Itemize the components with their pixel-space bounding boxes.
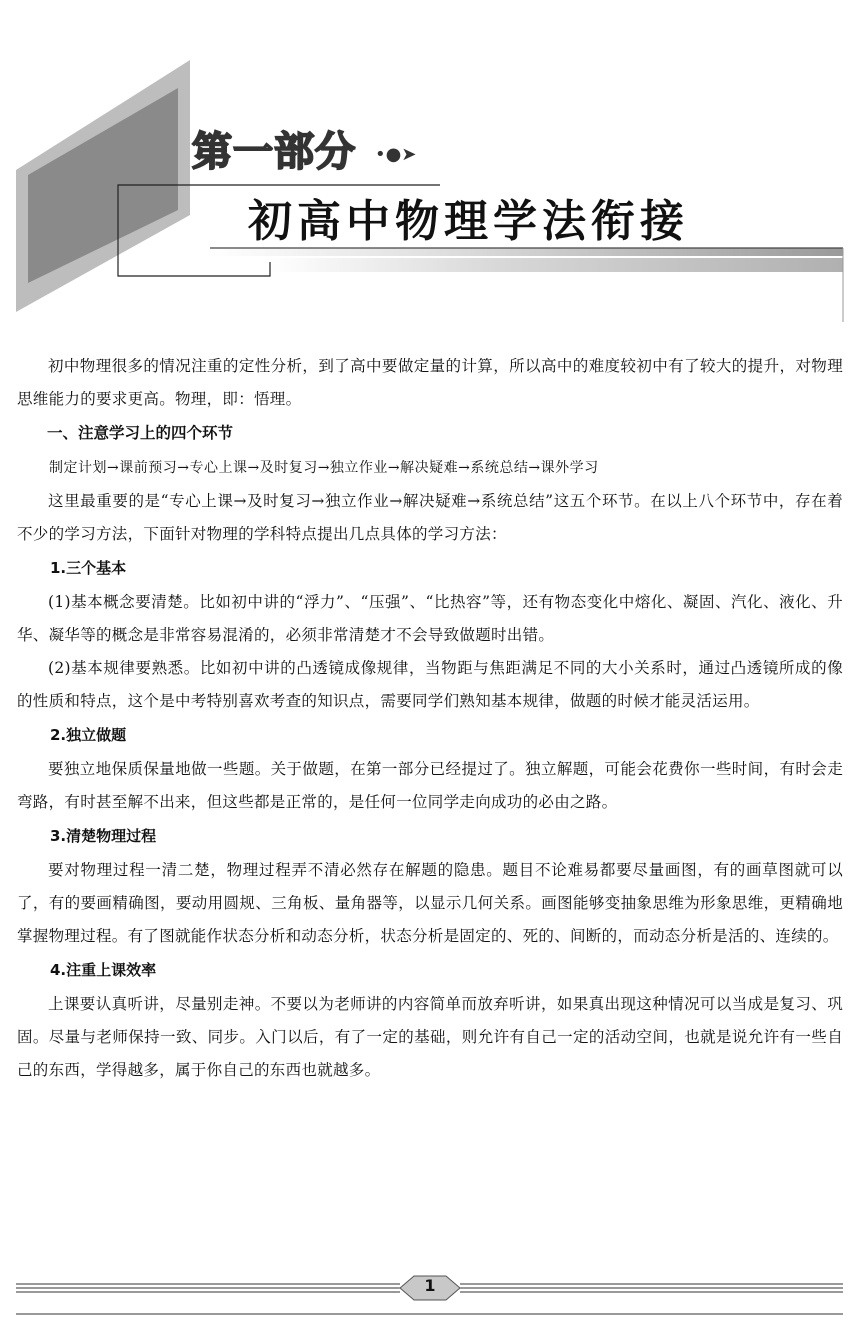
section-heading: 一、注意学习上的四个环节 xyxy=(47,424,234,442)
subsection-heading-2: 2.独立做题 xyxy=(50,726,127,744)
subsection-heading-3: 3.清楚物理过程 xyxy=(50,827,157,845)
key-steps-paragraph: 这里最重要的是“专心上课→及时复习→独立作业→解决疑难→系统总结”这五个环节。在以上八个环节中，存在着不少的学习方法，下面针对物理的学科特点提出几点具体的学习方法： xyxy=(17,492,843,543)
laws-paragraph: (2)基本规律要熟悉。比如初中讲的凸透镜成像规律，当物距与焦距满足不同的大小关系时，通过凸透镜所成的像的性质和特点，这个是中考特别喜欢考查的知识点，需要同学们熟知基本规律，做题的时候才能灵活运用。 xyxy=(17,659,843,710)
subsection-heading-4: 4.注重上课效率 xyxy=(50,961,157,979)
part-arrow-icon: •●➤ xyxy=(375,144,417,165)
page-number: 1 xyxy=(424,1276,436,1295)
chapter-banner xyxy=(0,0,860,330)
study-flow-line: 制定计划→课前预习→专心上课→及时复习→独立作业→解决疑难→系统总结→课外学习 xyxy=(49,460,599,476)
page-content xyxy=(17,350,843,1087)
banner-graphics xyxy=(0,0,860,330)
part-label: 第一部分 xyxy=(192,129,356,175)
physics-process-paragraph: 要对物理过程一清二楚，物理过程弄不清必然存在解题的隐患。题目不论难易都要尽量画图，有的画草图就可以了，有的要画精确图，要动用圆规、三角板、量角器等，以显示几何关系。画图能够变抽象思维为形象思维，更精确地掌握物理过程。有了图就能作状态分析和动态分析，状态分析是固定的、死的、间断的，而动态分析是活的、连续的。 xyxy=(17,861,843,945)
banner-band-bottom xyxy=(270,258,843,272)
intro-paragraph: 初中物理很多的情况注重的定性分析，到了高中要做定量的计算，所以高中的难度较初中有了较大的提升，对物理思维能力的要求更高。物理，即：悟理。 xyxy=(17,357,843,408)
chapter-title: 初高中物理学法衔接 xyxy=(248,196,689,247)
subsection-heading-1: 1.三个基本 xyxy=(50,559,127,577)
class-efficiency-paragraph: 上课要认真听讲，尽量别走神。不要以为老师讲的内容简单而放弃听讲，如果真出现这种情况可以当成是复习、巩固。尽量与老师保持一致、同步。入门以后，有了一定的基础，则允许有自己一定的活动空间，也就是说允许有一些自己的东西，学得越多，属于你自己的东西也就越多。 xyxy=(17,995,843,1079)
banner-band-top xyxy=(210,248,843,256)
independent-work-paragraph: 要独立地保质保量地做一些题。关于做题，在第一部分已经提过了。独立解题，可能会花费你一些时间，有时会走弯路，有时甚至解不出来，但这些都是正常的，是任何一位同学走向成功的必由之路。 xyxy=(17,760,843,811)
concepts-paragraph: (1)基本概念要清楚。比如初中讲的“浮力”、“压强”、“比热容”等，还有物态变化中熔化、凝固、汽化、液化、升华、凝华等的概念是非常容易混淆的，必须非常清楚才不会导致做题时出错。 xyxy=(17,593,843,644)
